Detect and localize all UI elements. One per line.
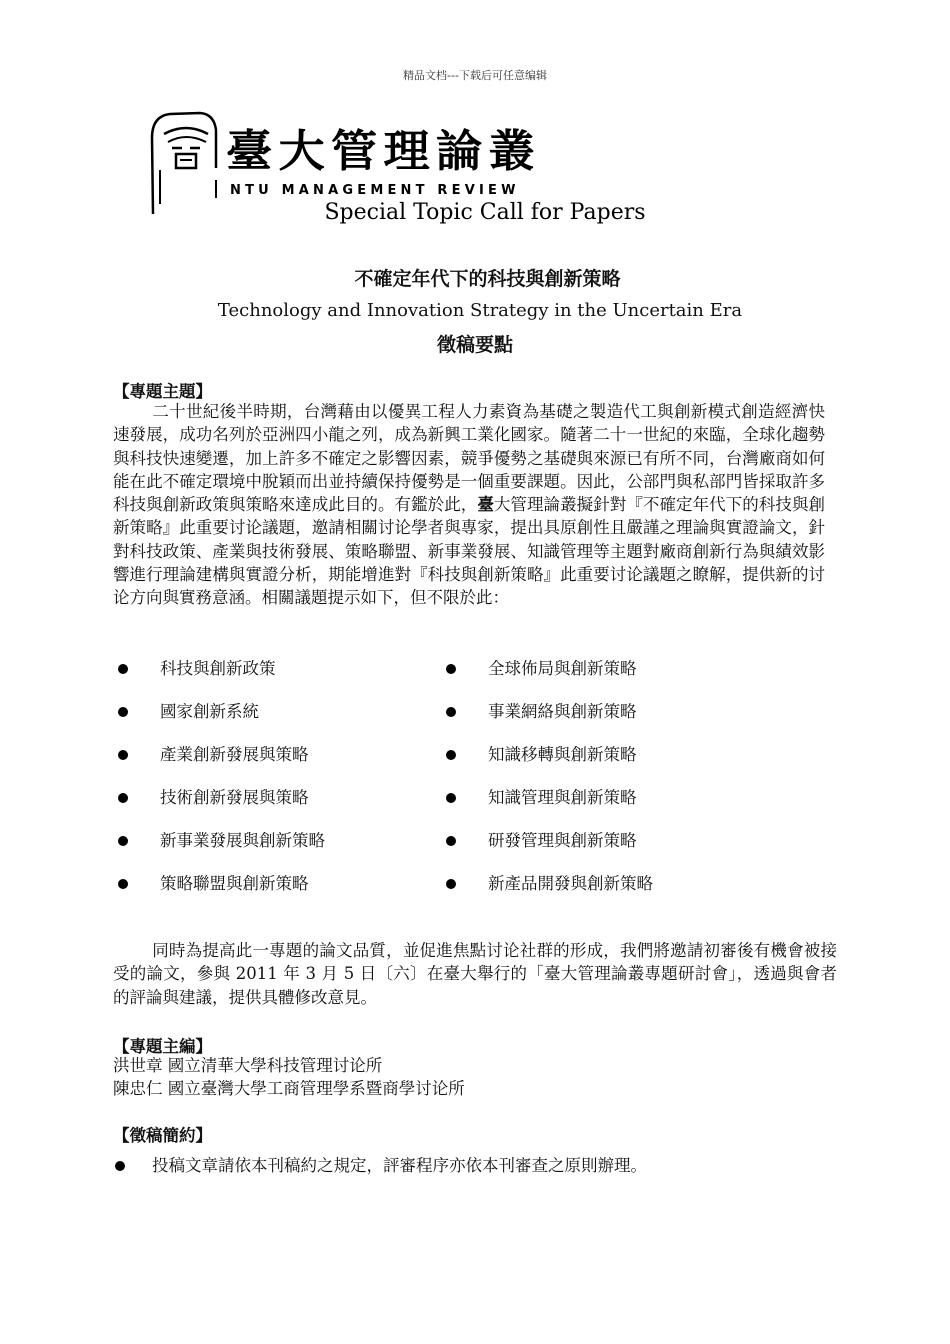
editor-line: 洪世章 國立清華大學科技管理讨论所: [113, 1056, 383, 1075]
logo-subtitle: NTU MANAGEMENT REVIEW: [230, 183, 520, 198]
editors-heading: 【專題主編】: [113, 1037, 212, 1056]
bullet-icon: [118, 793, 128, 803]
header-note: 精品文档---下载后可任意编辑: [403, 69, 547, 82]
title-chinese: 不確定年代下的科技與創新策略: [354, 268, 621, 290]
theme-paragraph: 二十世紀後半時期，台灣藉由以優異工程人力素資為基礎之製造代工與創新模式創造經濟快速發展，成功名列於亞洲四小龍之列，成為新興工業化國家。隨著二十一世紀的來臨，全球化趨勢與科技快速變遷，加上許多不確定之影響因素，競爭優勢之基礎與來源已有所不同，台灣廠商如何能在此不確定環境中脫穎而出並持續保持優勢是一個重要課題。因此，公部門與私部門皆採取許多科技與創新政策與策略來達成此目的。有鑑於此，臺大管理論叢擬針對『不確定年代下的科技與創新策略』此重要讨论議題，邀請相關讨论學者與專家，提出具原創性且嚴謹之理論與實證論文，針對科技政策、產業與技術發展、策略聯盟、新事業發展、知識管理等主題對廠商創新行為與績效影響進行理論建構與實證分析，期能增進對『科技與創新策略』此重要讨论議題之瞭解，提供新的讨论方向與實務意涵。相關議題提示如下，但不限於此：: [113, 402, 826, 608]
bullet-icon: [446, 750, 456, 760]
list-item: 投稿文章請依本刊稿約之規定，評審程序亦依本刊審查之原則辦理。: [115, 1154, 835, 1178]
topic-list: 科技與創新政策 國家創新系統 產業創新發展與策略 技術創新發展與策略 新事業發展與創新策略 策略聯盟與創新策略 全球佈局與創新策略 事業網絡與創新策略 知識移轉與創新策略 知識管理與創新策略 研發管理與創新策略 新產品開發與創新策略: [118, 655, 838, 905]
logo-title: 臺大管理論叢: [226, 126, 541, 177]
seminar-paragraph: 同時為提高此一專題的論文品質，並促進焦點讨论社群的形成，我們將邀請初審後有機會被接受的論文，參與 2011 年 3 月 5 日〔六〕在臺大舉行的「臺大管理論叢專題研討會」，透過與會者的評論與建議，提供具體修改意見。: [113, 941, 837, 1007]
theme-heading: 【專題主題】: [113, 382, 212, 401]
call-for-papers-heading: Special Topic Call for Papers: [324, 200, 646, 225]
bullet-icon: [118, 750, 128, 760]
bullet-icon: [446, 793, 456, 803]
bullet-icon: [118, 836, 128, 846]
bullet-icon: [115, 1161, 125, 1171]
bullet-icon: [118, 879, 128, 889]
guide-title: 徵稿要點: [436, 334, 513, 356]
bullet-icon: [446, 836, 456, 846]
bullet-icon: [446, 879, 456, 889]
bullet-icon: [118, 707, 128, 717]
bullet-icon: [446, 664, 456, 674]
bullet-icon: [446, 707, 456, 717]
submission-heading: 【徵稿簡約】: [113, 1126, 212, 1145]
editor-line: 陳忠仁 國立臺灣大學工商管理學系暨商學讨论所: [113, 1079, 465, 1098]
bullet-icon: [118, 664, 128, 674]
title-english: Technology and Innovation Strategy in the Uncertain Era: [217, 300, 743, 321]
